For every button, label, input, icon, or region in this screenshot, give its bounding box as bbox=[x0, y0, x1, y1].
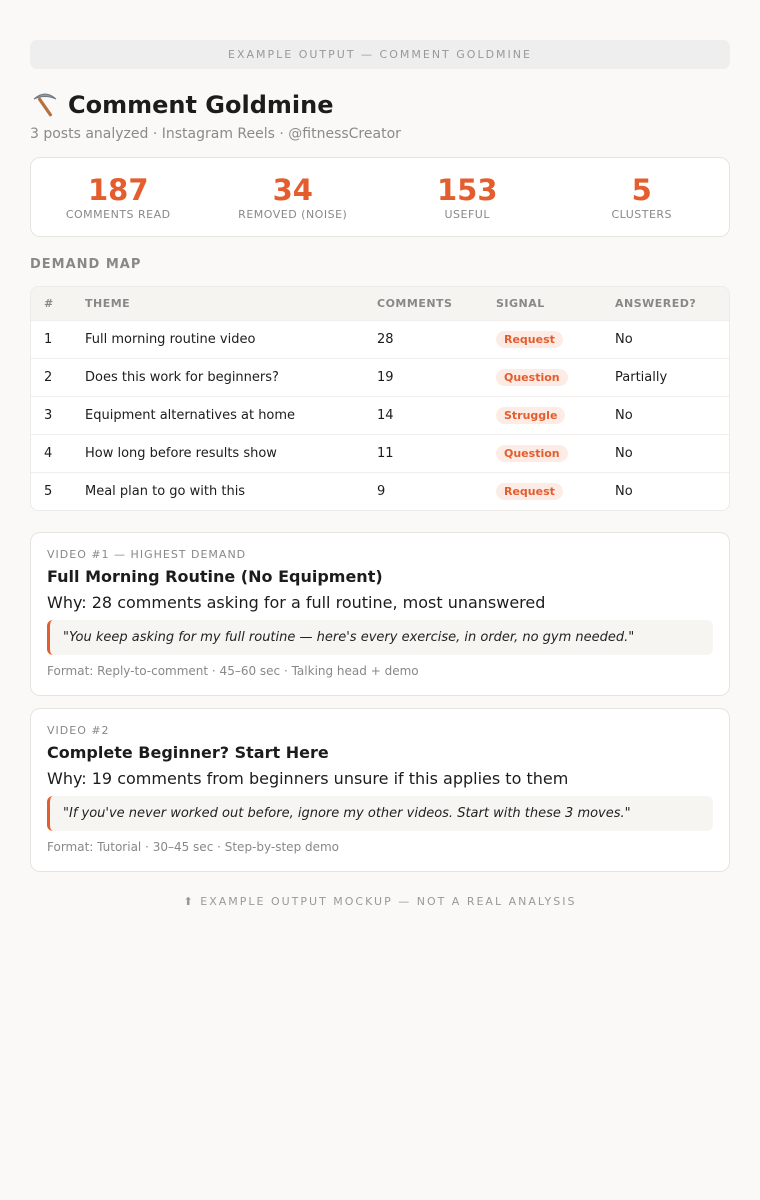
row-comments: 9 bbox=[377, 484, 386, 499]
page-title: Comment Goldmine bbox=[68, 91, 334, 119]
pickaxe-icon bbox=[30, 90, 60, 120]
signal-badge: Request bbox=[496, 483, 563, 500]
row-answered: Partially bbox=[615, 370, 668, 385]
stat-value: 34 bbox=[272, 172, 313, 207]
table-row bbox=[31, 320, 729, 358]
row-comments: 28 bbox=[377, 332, 394, 347]
video-why: Why: 19 comments from beginners unsure if this applies to them bbox=[47, 769, 569, 788]
table-row bbox=[31, 434, 729, 472]
example-banner: EXAMPLE OUTPUT — COMMENT GOLDMINE bbox=[30, 40, 730, 69]
video-title: Full Morning Routine (No Equipment) bbox=[47, 567, 383, 586]
stat-label: REMOVED (NOISE) bbox=[238, 207, 348, 221]
column-header: ANSWERED? bbox=[615, 297, 697, 310]
stat-useful bbox=[380, 174, 555, 221]
row-answered: No bbox=[615, 446, 633, 461]
stat-value: 5 bbox=[631, 172, 652, 207]
column-header: SIGNAL bbox=[496, 297, 545, 310]
row-number: 5 bbox=[44, 484, 53, 499]
signal-badge: Question bbox=[496, 369, 568, 386]
stat-clusters bbox=[555, 174, 730, 221]
footer-disclaimer: ⬆ EXAMPLE OUTPUT MOCKUP — NOT A REAL ANALYSIS bbox=[183, 895, 577, 908]
section-heading-demand-map: DEMAND MAP bbox=[30, 257, 142, 272]
row-theme: Does this work for beginners? bbox=[85, 370, 279, 385]
row-number: 1 bbox=[44, 332, 53, 347]
stat-value: 153 bbox=[436, 172, 498, 207]
header bbox=[30, 88, 730, 122]
stat-label: COMMENTS READ bbox=[65, 207, 171, 221]
signal-badge: Struggle bbox=[496, 407, 565, 424]
demand-map-table bbox=[30, 286, 730, 511]
video-hook-quote: "You keep asking for my full routine — here's every exercise, in order, no gym needed." bbox=[47, 620, 713, 655]
row-theme: Meal plan to go with this bbox=[85, 484, 246, 499]
row-answered: No bbox=[615, 408, 633, 423]
table-row bbox=[31, 358, 729, 396]
row-signal-cell bbox=[496, 445, 615, 462]
stat-removed bbox=[206, 174, 381, 221]
stat-label: CLUSTERS bbox=[611, 207, 673, 221]
column-header: THEME bbox=[85, 297, 131, 310]
row-signal-cell bbox=[496, 331, 615, 348]
row-theme: Full morning routine video bbox=[85, 332, 256, 347]
row-answered: No bbox=[615, 484, 633, 499]
row-theme: Equipment alternatives at home bbox=[85, 408, 296, 423]
column-header: # bbox=[44, 297, 54, 310]
page-subtitle: 3 posts analyzed · Instagram Reels · @fitnessCreator bbox=[30, 126, 401, 142]
row-answered: No bbox=[615, 332, 633, 347]
row-number: 2 bbox=[44, 370, 53, 385]
video-format: Format: Reply-to-comment · 45–60 sec · Talking head + demo bbox=[47, 664, 419, 678]
row-signal-cell bbox=[496, 407, 615, 424]
stats-panel bbox=[30, 157, 730, 237]
row-signal-cell bbox=[496, 483, 615, 500]
video-kicker: VIDEO #2 bbox=[47, 724, 110, 737]
row-comments: 19 bbox=[377, 370, 394, 385]
signal-badge: Question bbox=[496, 445, 568, 462]
stat-value: 187 bbox=[87, 172, 149, 207]
row-number: 4 bbox=[44, 446, 53, 461]
stat-comments-read bbox=[31, 174, 206, 221]
table-header-row bbox=[31, 287, 729, 320]
video-title: Complete Beginner? Start Here bbox=[47, 743, 329, 762]
table-row bbox=[31, 396, 729, 434]
video-why: Why: 28 comments asking for a full routine, most unanswered bbox=[47, 593, 546, 612]
video-card-2 bbox=[30, 708, 730, 872]
row-comments: 14 bbox=[377, 408, 394, 423]
row-signal-cell bbox=[496, 369, 615, 386]
column-header: COMMENTS bbox=[377, 297, 453, 310]
signal-badge: Request bbox=[496, 331, 563, 348]
video-card-1 bbox=[30, 532, 730, 696]
video-hook-quote: "If you've never worked out before, ignore my other videos. Start with these 3 moves." bbox=[47, 796, 713, 831]
table-row bbox=[31, 472, 729, 510]
row-number: 3 bbox=[44, 408, 53, 423]
video-kicker: VIDEO #1 — HIGHEST DEMAND bbox=[47, 548, 247, 561]
row-comments: 11 bbox=[377, 446, 394, 461]
stat-label: USEFUL bbox=[444, 207, 490, 221]
row-theme: How long before results show bbox=[85, 446, 277, 461]
video-format: Format: Tutorial · 30–45 sec · Step-by-step demo bbox=[47, 840, 340, 854]
